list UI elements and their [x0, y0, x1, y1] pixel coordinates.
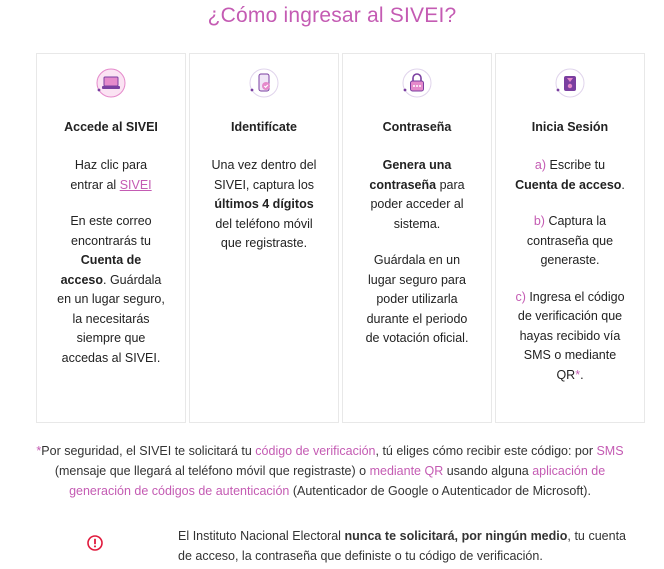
card-contrasena: [342, 53, 492, 423]
sivei-link[interactable]: SIVEI: [119, 177, 152, 192]
verification-code-link[interactable]: código de verificación: [255, 444, 376, 458]
steps-cards: [36, 53, 646, 425]
laptop-icon: [96, 68, 126, 98]
card-accede: [36, 53, 186, 423]
card-inicia-sesion: [495, 53, 645, 423]
card-identificate: [189, 53, 339, 423]
warning-text: El Instituto Nacional Electoral nunca te solicitará, por ningún medio, tu cuenta de acceso, la contraseña que definiste o tu código de verificación.: [178, 529, 627, 563]
card-body: a) Escribe tu Cuenta de acceso. b) Captura la contraseña que generaste. c) Ingresa el código de verificación que hayas recibido vía SMS o mediante QR*.: [515, 158, 625, 382]
exclamation-circle-icon: [87, 535, 103, 551]
card-body: Haz clic para entrar al SIVEI En este correo encontrarás tu Cuenta de acceso. Guárdala en un lugar seguro, la necesitarás siempre que accedas al SIVEI.: [57, 158, 165, 365]
card-title: Accede al SIVEI: [64, 120, 158, 134]
sms-link[interactable]: SMS: [596, 444, 624, 458]
card-title: Inicia Sesión: [531, 120, 609, 134]
card-title: Identifícate: [231, 120, 297, 134]
card-title: Contraseña: [382, 120, 452, 134]
security-note: *Por seguridad, el SIVEI te solicitará tu código de verificación, tú eliges cómo recibir este código: por SMS (mensaje que llegará al teléfono móvil que registraste) o mediante QR usando alguna aplicación de generación de códigos de autenticación (Autenticador de Google o Autenticador de Microsoft).: [36, 444, 624, 498]
lock-icon: [402, 68, 432, 98]
page-title: ¿Cómo ingresar al SIVEI?: [207, 4, 457, 27]
auth-app-link[interactable]: aplicación de generación de códigos de autenticación: [69, 464, 606, 498]
card-body: Genera una contraseña para poder acceder al sistema. Guárdala en un lugar seguro para poder utilizarla durante el periodo de votación oficial.: [365, 158, 469, 345]
qr-link[interactable]: mediante QR: [369, 464, 444, 478]
phone-check-icon: [249, 68, 279, 98]
card-body: Una vez dentro del SIVEI, captura los últimos 4 dígitos del teléfono móvil que registraste.: [211, 158, 317, 250]
login-icon: [555, 68, 585, 98]
